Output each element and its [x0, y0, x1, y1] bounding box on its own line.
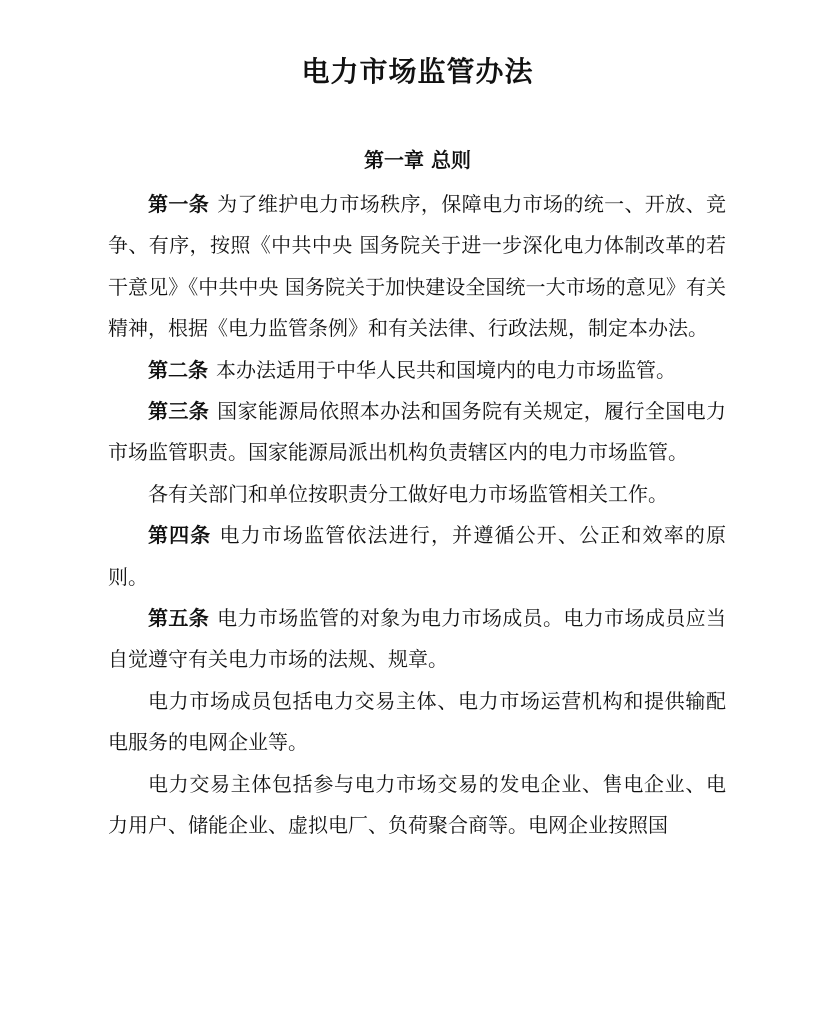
- paragraph-text: 本办法适用于中华人民共和国境内的电力市场监管。: [216, 357, 676, 382]
- paragraph-text: 国家能源局依照本办法和国务院有关规定，履行全国电力市场监管职责。国家能源局派出机构负责辖区内的电力市场监管。: [108, 399, 727, 465]
- article-number: 第一条: [148, 192, 210, 216]
- chapter-heading: 第一章 总则: [364, 148, 471, 172]
- paragraph-article-3-cont: [108, 474, 726, 515]
- paragraph-article-2: [108, 350, 726, 391]
- document-body: [108, 184, 726, 847]
- paragraph-text: 为了维护电力市场秩序，保障电力市场的统一、开放、竞争、有序，按照《中共中央 国务院关于进一步深化电力体制改革的若干意见》《中共中央 国务院关于加快建设全国统一大市场的意见》有关精神，根据《电力监管条例》和有关法律、行政法规，制定本办法。: [108, 192, 727, 341]
- paragraph-article-5: [108, 598, 726, 681]
- article-number: 第四条: [148, 523, 212, 548]
- paragraph-text: 电力交易主体包括参与电力市场交易的发电企业、售电企业、电力用户、储能企业、虚拟电厂、负荷聚合商等。电网企业按照国: [108, 771, 726, 838]
- article-number: 第五条: [148, 606, 210, 631]
- paragraph-article-3: [108, 391, 726, 474]
- paragraph-article-1: [108, 184, 726, 350]
- paragraph-article-4: [108, 515, 726, 598]
- document-title: 电力市场监管办法: [301, 55, 534, 88]
- article-number: 第三条: [148, 399, 210, 424]
- paragraph-text: 各有关部门和单位按职责分工做好电力市场监管相关工作。: [148, 481, 668, 506]
- paragraph-text: 电力市场监管的对象为电力市场成员。电力市场成员应当自觉遵守有关电力市场的法规、规章。: [108, 606, 727, 672]
- article-number: 第二条: [148, 357, 208, 382]
- paragraph-article-5-cont-1: [108, 681, 726, 764]
- paragraph-article-5-cont-2: [108, 764, 726, 847]
- paragraph-text: 电力市场成员包括电力交易主体、电力市场运营机构和提供输配电服务的电网企业等。: [108, 688, 726, 755]
- paragraph-text: 电力市场监管依法进行，并遵循公开、公正和效率的原则。: [108, 523, 727, 589]
